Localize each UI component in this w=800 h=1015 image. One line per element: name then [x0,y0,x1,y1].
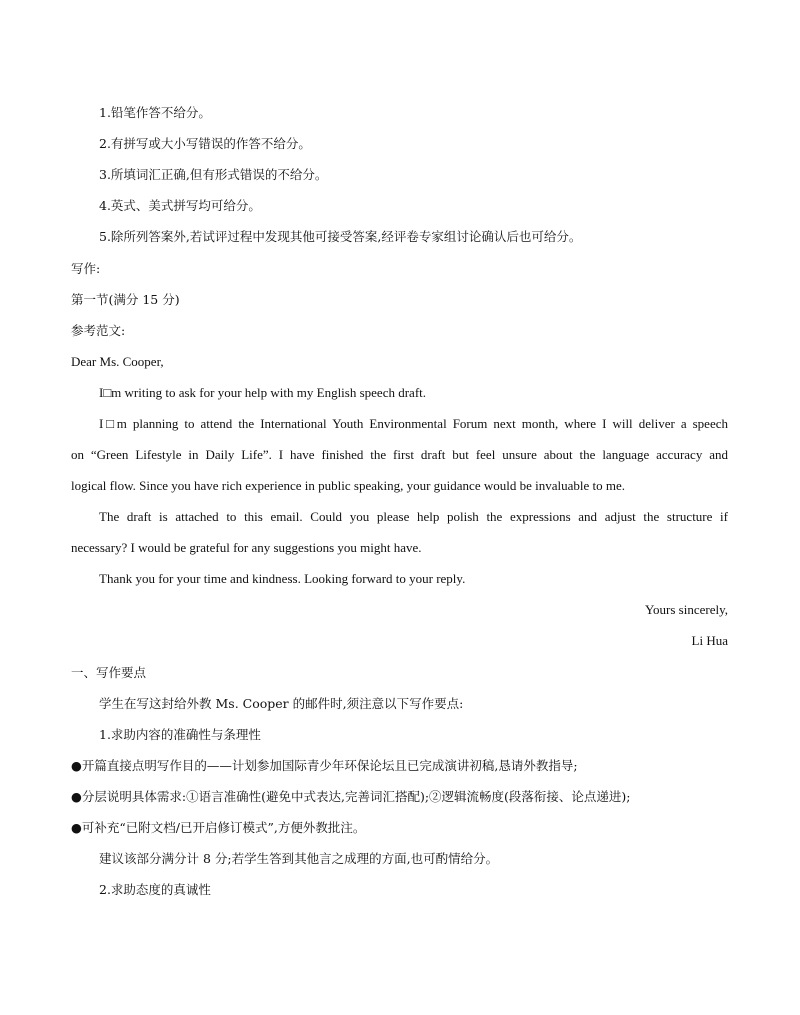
sample-label: 参考范文: [71,323,126,338]
rule-1: 1.铅笔作答不给分。 [99,105,211,120]
letter-paragraph-2-line-2: on “Green Lifestyle in Daily Life”. I have finished the first draft but feel unsure about the language accuracy and [71,447,728,462]
bullet-3: ●可补充“已附文档/已开启修订模式”,方便外教批注。 [71,820,366,835]
point-1-note: 建议该部分满分计 8 分;若学生答到其他言之成理的方面,也可酌情给分。 [99,851,499,866]
rule-4: 4.英式、美式拼写均可给分。 [99,198,261,213]
letter-paragraph-3-line-1: The draft is attached to this email. Could you please help polish the expressions and adjust the structure if [99,509,728,524]
letter-salutation: Dear Ms. Cooper, [71,354,164,369]
writing-heading: 写作: [71,261,101,276]
letter-paragraph-2-line-3: logical flow. Since you have rich experience in public speaking, your guidance would be invaluable to me. [71,478,626,493]
letter-paragraph-1: I□m writing to ask for your help with my English speech draft. [99,385,427,400]
letter-paragraph-2-line-1: I□m planning to attend the International Youth Environmental Forum next month, where I will deliver a speech [99,416,728,431]
letter-closing: Yours sincerely, [644,602,728,617]
section-title: 第一节(满分 15 分) [71,292,180,307]
point-1-title: 1.求助内容的准确性与条理性 [99,727,261,742]
letter-paragraph-4: Thank you for your time and kindness. Looking forward to your reply. [99,571,466,586]
rule-3: 3.所填词汇正确,但有形式错误的不给分。 [99,167,328,182]
points-intro: 学生在写这封给外教 Ms. Cooper 的邮件时,须注意以下写作要点: [99,696,464,711]
letter-paragraph-3-line-2: necessary? I would be grateful for any suggestions you might have. [71,540,422,555]
bullet-2: ●分层说明具体需求:①语言准确性(避免中式表达,完善词汇搭配);②逻辑流畅度(段落衔接、论点递进); [71,789,631,804]
letter-signature: Li Hua [691,633,728,648]
rule-5: 5.除所列答案外,若试评过程中发现其他可接受答案,经评卷专家组讨论确认后也可给分。 [99,229,582,244]
rule-2: 2.有拼写或大小写错误的作答不给分。 [99,136,311,151]
point-2-title: 2.求助态度的真诚性 [99,882,211,897]
points-heading: 一、写作要点 [71,665,147,680]
bullet-1: ●开篇直接点明写作目的——计划参加国际青少年环保论坛且已完成演讲初稿,恳请外教指导; [71,758,578,773]
